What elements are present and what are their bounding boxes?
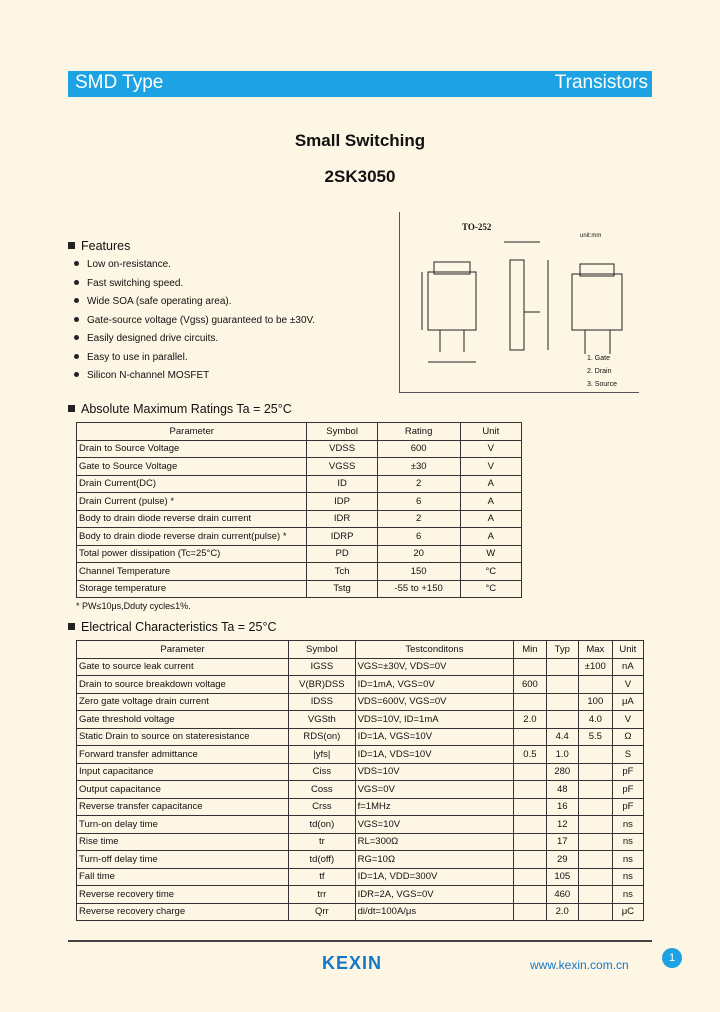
- table-cell: PD: [307, 545, 377, 563]
- column-header: Symbol: [307, 423, 377, 441]
- table-cell: VDS=600V, VGS=0V: [355, 693, 514, 711]
- table-cell: °C: [460, 563, 521, 581]
- package-units: unit:mm: [580, 233, 602, 239]
- table-cell: VGSS: [307, 458, 377, 476]
- table-cell: 17: [546, 833, 578, 851]
- table-row: [77, 510, 522, 528]
- pin-2: 2. Drain: [587, 368, 612, 375]
- table-row: [77, 493, 522, 511]
- table-cell: [514, 781, 546, 799]
- table-row: [77, 781, 644, 799]
- table-cell: 1.0: [546, 746, 578, 764]
- bullet-icon: [74, 298, 79, 303]
- table-cell: Output capacitance: [77, 781, 289, 799]
- table-cell: 29: [546, 851, 578, 869]
- bullet-icon: [74, 354, 79, 359]
- abs-note: * PW≤10μs,Dduty cycle≤1%.: [76, 601, 191, 611]
- square-bullet-icon: [68, 623, 75, 630]
- table-cell: Storage temperature: [77, 580, 307, 598]
- table-cell: [514, 728, 546, 746]
- table-cell: [578, 816, 612, 834]
- table-cell: Body to drain diode reverse drain current: [77, 510, 307, 528]
- table-cell: [514, 658, 546, 676]
- table-cell: [514, 833, 546, 851]
- bullet-icon: [74, 335, 79, 340]
- table-row: [77, 833, 644, 851]
- table-cell: Body to drain diode reverse drain current(pulse) *: [77, 528, 307, 546]
- column-header: Typ: [546, 641, 578, 659]
- table-cell: [514, 763, 546, 781]
- table-cell: [514, 868, 546, 886]
- table-cell: IDR=2A, VGS=0V: [355, 886, 514, 904]
- table-cell: Qrr: [289, 903, 355, 921]
- feature-text: Silicon N-channel MOSFET: [87, 370, 210, 381]
- table-cell: [578, 746, 612, 764]
- table-header-row: [77, 423, 522, 441]
- table-row: [77, 798, 644, 816]
- table-cell: trr: [289, 886, 355, 904]
- table-cell: [578, 781, 612, 799]
- table-cell: IDR: [307, 510, 377, 528]
- abs-max-table: [76, 422, 522, 598]
- column-header: Symbol: [289, 641, 355, 659]
- table-cell: [514, 693, 546, 711]
- table-cell: tf: [289, 868, 355, 886]
- table-row: [77, 728, 644, 746]
- table-row: [77, 475, 522, 493]
- table-cell: Total power dissipation (Tc=25°C): [77, 545, 307, 563]
- page-number: 1: [662, 948, 682, 968]
- header-right: Transistors: [554, 72, 648, 93]
- table-cell: 150: [377, 563, 460, 581]
- table-cell: V: [612, 676, 643, 694]
- table-cell: Zero gate voltage drain current: [77, 693, 289, 711]
- table-cell: 12: [546, 816, 578, 834]
- package-name: TO-252: [462, 222, 492, 232]
- table-cell: Static Drain to source on stateresistance: [77, 728, 289, 746]
- table-cell: V: [460, 440, 521, 458]
- table-cell: 6: [377, 493, 460, 511]
- table-cell: V: [612, 711, 643, 729]
- table-cell: VGS=0V: [355, 781, 514, 799]
- column-header: Testconditons: [355, 641, 514, 659]
- table-row: [77, 851, 644, 869]
- kexin-logo: KEXIN: [322, 953, 383, 973]
- table-cell: pF: [612, 781, 643, 799]
- table-cell: 6: [377, 528, 460, 546]
- features-heading: Features: [68, 239, 130, 253]
- table-cell: pF: [612, 763, 643, 781]
- table-cell: VDS=10V: [355, 763, 514, 781]
- table-row: [77, 528, 522, 546]
- table-cell: W: [460, 545, 521, 563]
- header-left: SMD Type: [75, 72, 164, 93]
- table-cell: S: [612, 746, 643, 764]
- part-number: 2SK3050: [324, 167, 396, 186]
- table-cell: RG=10Ω: [355, 851, 514, 869]
- column-header: Max: [578, 641, 612, 659]
- table-cell: Ciss: [289, 763, 355, 781]
- table-header-row: [77, 641, 644, 659]
- table-cell: 460: [546, 886, 578, 904]
- pin-list: [587, 352, 617, 391]
- table-cell: [514, 798, 546, 816]
- table-cell: 280: [546, 763, 578, 781]
- doc-title: Small Switching: [294, 131, 426, 150]
- table-cell: [514, 886, 546, 904]
- table-cell: Turn-off delay time: [77, 851, 289, 869]
- column-header: Rating: [377, 423, 460, 441]
- table-cell: Tstg: [307, 580, 377, 598]
- feature-item: [74, 259, 171, 270]
- feature-text: Easily designed drive circuits.: [87, 333, 219, 344]
- table-cell: [578, 833, 612, 851]
- table-cell: V: [460, 458, 521, 476]
- table-cell: 4.0: [578, 711, 612, 729]
- table-cell: -55 to +150: [377, 580, 460, 598]
- elec-heading: Electrical Characteristics Ta = 25°C: [68, 620, 276, 634]
- table-cell: f=1MHz: [355, 798, 514, 816]
- table-cell: 2.0: [546, 903, 578, 921]
- table-cell: ID: [307, 475, 377, 493]
- table-row: [77, 816, 644, 834]
- table-cell: 5.5: [578, 728, 612, 746]
- column-header: Parameter: [77, 423, 307, 441]
- table-cell: μC: [612, 903, 643, 921]
- table-cell: 4.4: [546, 728, 578, 746]
- feature-text: Gate-source voltage (Vgss) guaranteed to be ±30V.: [87, 314, 316, 326]
- table-cell: Rise time: [77, 833, 289, 851]
- table-cell: Forward transfer admittance: [77, 746, 289, 764]
- feature-item: [74, 315, 315, 326]
- table-cell: |yfs|: [289, 746, 355, 764]
- table-cell: A: [460, 510, 521, 528]
- table-cell: [514, 903, 546, 921]
- table-cell: td(on): [289, 816, 355, 834]
- square-bullet-icon: [68, 242, 75, 249]
- table-cell: A: [460, 528, 521, 546]
- table-cell: Coss: [289, 781, 355, 799]
- table-row: [77, 693, 644, 711]
- table-cell: μA: [612, 693, 643, 711]
- column-header: Unit: [460, 423, 521, 441]
- footer-url[interactable]: www.kexin.com.cn: [530, 958, 629, 972]
- table-cell: ±100: [578, 658, 612, 676]
- table-cell: VDS=10V, ID=1mA: [355, 711, 514, 729]
- feature-text: Low on-resistance.: [87, 259, 171, 270]
- column-header: Parameter: [77, 641, 289, 659]
- table-cell: Reverse recovery charge: [77, 903, 289, 921]
- table-cell: 2.0: [514, 711, 546, 729]
- package-drawing: [399, 212, 639, 393]
- table-cell: nA: [612, 658, 643, 676]
- feature-text: Easy to use in parallel.: [87, 351, 188, 363]
- table-cell: Gate threshold voltage: [77, 711, 289, 729]
- table-cell: °C: [460, 580, 521, 598]
- table-row: [77, 458, 522, 476]
- table-cell: ID=1A, VGS=10V: [355, 728, 514, 746]
- table-cell: 600: [514, 676, 546, 694]
- table-cell: [546, 676, 578, 694]
- table-cell: [578, 851, 612, 869]
- table-cell: Drain to Source Voltage: [77, 440, 307, 458]
- table-cell: 105: [546, 868, 578, 886]
- column-header: Unit: [612, 641, 643, 659]
- bullet-icon: [74, 261, 79, 266]
- table-cell: IDRP: [307, 528, 377, 546]
- table-cell: Reverse recovery time: [77, 886, 289, 904]
- feature-text: Wide SOA (safe operating area).: [87, 296, 232, 307]
- table-cell: Drain to source breakdown voltage: [77, 676, 289, 694]
- column-header: Min: [514, 641, 546, 659]
- table-cell: VGSth: [289, 711, 355, 729]
- bullet-icon: [74, 280, 79, 285]
- pin-3: 3. Source: [587, 381, 617, 388]
- table-cell: ID=1A, VDS=10V: [355, 746, 514, 764]
- table-cell: IGSS: [289, 658, 355, 676]
- table-cell: ID=1A, VDD=300V: [355, 868, 514, 886]
- pin-1: 1. Gate: [587, 355, 610, 362]
- table-row: [77, 658, 644, 676]
- table-row: [77, 868, 644, 886]
- table-row: [77, 903, 644, 921]
- feature-item: [74, 296, 232, 307]
- table-cell: [578, 676, 612, 694]
- table-cell: Reverse transfer capacitance: [77, 798, 289, 816]
- table-cell: 48: [546, 781, 578, 799]
- table-cell: ns: [612, 816, 643, 834]
- table-cell: td(off): [289, 851, 355, 869]
- table-cell: VDSS: [307, 440, 377, 458]
- table-cell: [546, 711, 578, 729]
- bullet-icon: [74, 372, 79, 377]
- table-cell: [578, 868, 612, 886]
- table-cell: Gate to Source Voltage: [77, 458, 307, 476]
- table-cell: 20: [377, 545, 460, 563]
- feature-item: [74, 370, 209, 381]
- table-cell: A: [460, 493, 521, 511]
- table-cell: Drain Current(DC): [77, 475, 307, 493]
- table-cell: [546, 658, 578, 676]
- table-cell: [514, 851, 546, 869]
- table-cell: ns: [612, 886, 643, 904]
- feature-item: [74, 352, 188, 363]
- table-cell: RL=300Ω: [355, 833, 514, 851]
- table-row: [77, 580, 522, 598]
- table-cell: Fall time: [77, 868, 289, 886]
- table-cell: di/dt=100A/μs: [355, 903, 514, 921]
- table-cell: ns: [612, 851, 643, 869]
- feature-item: [74, 278, 183, 289]
- bullet-icon: [74, 317, 79, 322]
- table-cell: [546, 693, 578, 711]
- table-cell: pF: [612, 798, 643, 816]
- table-cell: [514, 816, 546, 834]
- square-bullet-icon: [68, 405, 75, 412]
- table-row: [77, 763, 644, 781]
- table-cell: ns: [612, 833, 643, 851]
- table-cell: Crss: [289, 798, 355, 816]
- feature-item: [74, 333, 218, 344]
- table-row: [77, 545, 522, 563]
- table-cell: Gate to source leak current: [77, 658, 289, 676]
- table-cell: VGS=10V: [355, 816, 514, 834]
- table-row: [77, 440, 522, 458]
- table-cell: ns: [612, 868, 643, 886]
- table-cell: [578, 763, 612, 781]
- table-cell: A: [460, 475, 521, 493]
- table-cell: 600: [377, 440, 460, 458]
- table-cell: 2: [377, 475, 460, 493]
- table-cell: Ω: [612, 728, 643, 746]
- table-cell: ±30: [377, 458, 460, 476]
- table-row: [77, 563, 522, 581]
- table-cell: [578, 903, 612, 921]
- table-cell: Turn-on delay time: [77, 816, 289, 834]
- table-row: [77, 711, 644, 729]
- table-cell: [578, 886, 612, 904]
- table-row: [77, 676, 644, 694]
- table-cell: ID=1mA, VGS=0V: [355, 676, 514, 694]
- abs-heading: Absolute Maximum Ratings Ta = 25°C: [68, 402, 292, 416]
- table-cell: 0.5: [514, 746, 546, 764]
- footer-rule: [68, 940, 652, 942]
- table-cell: Input capacitance: [77, 763, 289, 781]
- table-row: [77, 746, 644, 764]
- feature-text: Fast switching speed.: [87, 277, 184, 289]
- elec-char-table: [76, 640, 644, 921]
- table-cell: IDP: [307, 493, 377, 511]
- table-cell: RDS(on): [289, 728, 355, 746]
- table-cell: [578, 798, 612, 816]
- table-cell: tr: [289, 833, 355, 851]
- table-cell: V(BR)DSS: [289, 676, 355, 694]
- table-cell: IDSS: [289, 693, 355, 711]
- table-cell: Channel Temperature: [77, 563, 307, 581]
- table-cell: 100: [578, 693, 612, 711]
- table-cell: 2: [377, 510, 460, 528]
- table-row: [77, 886, 644, 904]
- table-cell: Drain Current (pulse) *: [77, 493, 307, 511]
- table-cell: 16: [546, 798, 578, 816]
- table-cell: VGS=±30V, VDS=0V: [355, 658, 514, 676]
- table-cell: Tch: [307, 563, 377, 581]
